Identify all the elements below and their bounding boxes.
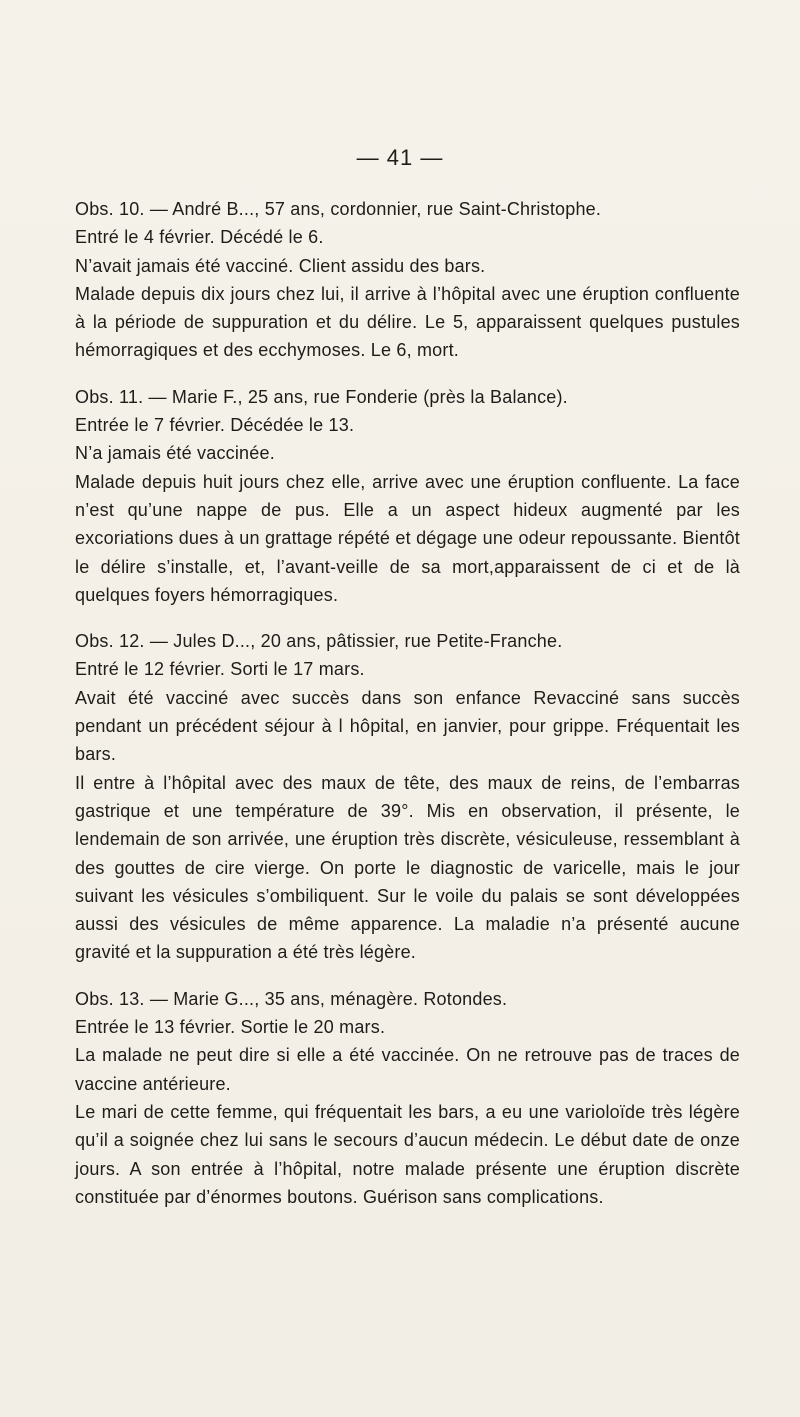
observation-12 — [75, 627, 740, 967]
observation-10 — [75, 195, 740, 365]
observation-paragraph: Il entre à l’hôpital avec des maux de tête, des maux de reins, de l’embarras gastrique et une température de 39°. Mis en observation, il présente, le lendemain de son arrivée, une éruption très discrète, vésiculeuse, ressemblant à des gouttes de cire vierge. On porte le diagnostic de varicelle, mais le jour suivant les vésicules s’ombiliquent. Sur le voile du palais se sont développées aussi des vésicules de même apparence. La maladie n’a présenté aucune gravité et la suppuration a été très légère. — [75, 772, 740, 963]
history-line: N’a jamais été vaccinée. — [75, 443, 275, 464]
observation-paragraph: Malade depuis dix jours chez lui, il arrive à l’hôpital avec une éruption confluente à la période de suppuration et du délire. Le 5, apparaissent quelques pustules hémorragiques et des ecchymoses. Le 6, mort. — [75, 283, 740, 361]
admission-line: Entré le 4 février. Décédé le 6. — [75, 227, 324, 248]
observation-header: Obs. 10. — André B..., 57 ans, cordonnier, rue Saint-Christophe. — [75, 199, 602, 219]
observation-header: Obs. 13. — Marie G..., 35 ans, ménagère. Rotondes. — [75, 988, 508, 1009]
admission-line: Entré le 12 février. Sorti le 17 mars. — [75, 659, 365, 680]
page-content — [75, 195, 740, 1229]
admission-line: Entrée le 7 février. Décédée le 13. — [75, 415, 355, 436]
observation-11 — [75, 383, 740, 609]
admission-line: Entrée le 13 février. Sortie le 20 mars. — [75, 1017, 386, 1038]
observation-13 — [75, 985, 740, 1211]
observation-header: Obs. 11. — Marie F., 25 ans, rue Fonderie (près la Balance). — [75, 386, 568, 407]
observation-paragraph: Malade depuis huit jours chez elle, arrive avec une éruption confluente. La face n’est qu’une nappe de pus. Elle a un aspect hideux augmenté par les excoriations dues à un grattage répété et dégage une odeur repoussante. Bientôt le délire s’installe, et, l’avant-veille de sa mort,apparaissent de ci et de là quelques foyers hémorragiques. — [75, 471, 740, 605]
history-paragraph: La malade ne peut dire si elle a été vaccinée. On ne retrouve pas de traces de vaccine antérieure. — [75, 1045, 740, 1094]
observation-header: Obs. 12. — Jules D..., 20 ans, pâtissier, rue Petite-Franche. — [75, 631, 563, 652]
history-line: N’avait jamais été vacciné. Client assidu des bars. — [75, 255, 486, 276]
observation-paragraph: Le mari de cette femme, qui fréquentait les bars, a eu une varioloïde très légère qu’il a soignée chez lui sans le secours d’aucun médecin. Le début date de onze jours. A son entrée à l’hôpital, notre malade présente une éruption discrète constituée par d’énormes boutons. Guérison sans complications. — [75, 1101, 740, 1207]
page-number: — 41 — — [356, 145, 444, 170]
history-paragraph: Avait été vacciné avec succès dans son enfance Revacciné sans succès pendant un précédent séjour à l hôpital, en janvier, pour grippe. Fréquentait les bars. — [75, 687, 740, 765]
